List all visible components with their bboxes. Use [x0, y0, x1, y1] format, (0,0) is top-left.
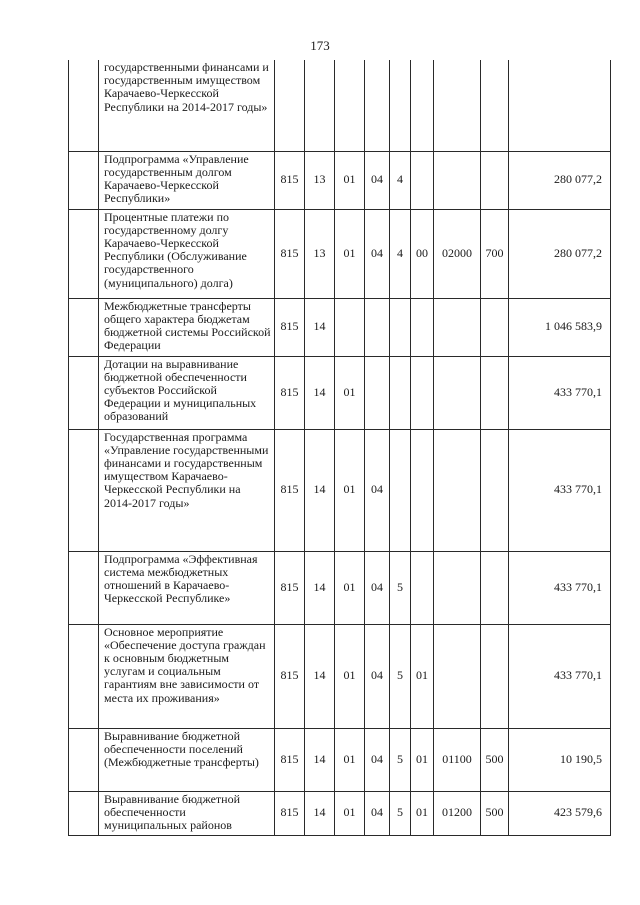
row-ved: 815 [275, 209, 305, 298]
row-rz: 13 [305, 209, 335, 298]
row-amount: 433 770,1 [509, 624, 611, 728]
row-margin-cell [69, 551, 99, 624]
table-row [69, 356, 611, 429]
row-margin-cell [69, 298, 99, 356]
row-name: Выравнивание бюджетной обеспеченности поселений (Межбюджетные трансферты) [99, 728, 275, 791]
row-name: Межбюджетные трансферты общего характера бюджетам бюджетной системы Российской Федерации [99, 298, 275, 356]
row-pr: 01 [335, 728, 365, 791]
row-cs-2: 5 [390, 791, 411, 835]
table-row [69, 298, 611, 356]
row-cs-4: 01200 [434, 791, 481, 835]
row-cs-4: 01100 [434, 728, 481, 791]
row-margin-cell [69, 209, 99, 298]
row-amount: 280 077,2 [509, 209, 611, 298]
row-amount: 433 770,1 [509, 356, 611, 429]
row-name: Основное мероприятие «Обеспечение доступа граждан к основным бюджетным услугам и социальным гарантиям вне зависимости от места их проживания» [99, 624, 275, 728]
row-cs-4 [434, 429, 481, 551]
row-ved: 815 [275, 356, 305, 429]
row-amount [509, 60, 611, 151]
row-rz [305, 60, 335, 151]
row-pr: 01 [335, 624, 365, 728]
row-vr: 500 [481, 728, 509, 791]
row-cs-1 [365, 298, 390, 356]
row-ved: 815 [275, 551, 305, 624]
row-pr: 01 [335, 429, 365, 551]
row-margin-cell [69, 151, 99, 209]
budget-table [68, 60, 611, 836]
row-pr: 01 [335, 791, 365, 835]
row-name: Подпрограмма «Эффективная система межбюджетных отношений в Карачаево-Черкесской Республике» [99, 551, 275, 624]
row-ved: 815 [275, 624, 305, 728]
row-name: государственными финансами и государственным имуществом Карачаево-Черкесской Республики на 2014-2017 годы» [99, 60, 275, 151]
row-margin-cell [69, 624, 99, 728]
row-pr: 01 [335, 551, 365, 624]
row-amount: 423 579,6 [509, 791, 611, 835]
row-cs-2: 5 [390, 728, 411, 791]
row-name: Выравнивание бюджетной обеспеченности муниципальных районов [99, 791, 275, 835]
row-cs-3 [411, 551, 434, 624]
table-row [69, 209, 611, 298]
row-cs-3: 00 [411, 209, 434, 298]
row-cs-3: 01 [411, 728, 434, 791]
row-cs-2 [390, 356, 411, 429]
row-rz: 14 [305, 551, 335, 624]
row-cs-4 [434, 298, 481, 356]
table-row [69, 60, 611, 151]
row-rz: 14 [305, 624, 335, 728]
row-cs-1: 04 [365, 551, 390, 624]
row-rz: 14 [305, 298, 335, 356]
row-cs-3 [411, 298, 434, 356]
row-cs-4: 02000 [434, 209, 481, 298]
row-amount: 10 190,5 [509, 728, 611, 791]
row-cs-1 [365, 60, 390, 151]
row-vr [481, 356, 509, 429]
row-pr [335, 298, 365, 356]
row-cs-4 [434, 624, 481, 728]
row-vr [481, 298, 509, 356]
row-margin-cell [69, 429, 99, 551]
row-margin-cell [69, 356, 99, 429]
table-row [69, 624, 611, 728]
table-row [69, 551, 611, 624]
row-vr: 700 [481, 209, 509, 298]
row-cs-4 [434, 551, 481, 624]
table-row [69, 151, 611, 209]
row-amount: 1 046 583,9 [509, 298, 611, 356]
row-rz: 13 [305, 151, 335, 209]
row-cs-3: 01 [411, 791, 434, 835]
row-rz: 14 [305, 429, 335, 551]
row-cs-1 [365, 356, 390, 429]
row-cs-1: 04 [365, 728, 390, 791]
row-vr [481, 624, 509, 728]
row-cs-1: 04 [365, 209, 390, 298]
row-cs-3 [411, 151, 434, 209]
row-cs-4 [434, 60, 481, 151]
row-amount: 433 770,1 [509, 551, 611, 624]
row-rz: 14 [305, 728, 335, 791]
row-vr: 500 [481, 791, 509, 835]
row-margin-cell [69, 728, 99, 791]
row-cs-3 [411, 429, 434, 551]
row-name: Дотации на выравнивание бюджетной обеспеченности субъектов Российской Федерации и муниципальных образований [99, 356, 275, 429]
row-cs-1: 04 [365, 151, 390, 209]
row-name: Государственная программа «Управление государственными финансами и государственным имуществом Карачаево-Черкесской Республики на 2014-2017 годы» [99, 429, 275, 551]
row-amount: 280 077,2 [509, 151, 611, 209]
row-cs-3 [411, 356, 434, 429]
row-pr [335, 60, 365, 151]
page-number: 173 [310, 38, 330, 53]
row-cs-3: 01 [411, 624, 434, 728]
row-cs-1: 04 [365, 791, 390, 835]
row-ved: 815 [275, 728, 305, 791]
row-cs-2 [390, 298, 411, 356]
row-pr: 01 [335, 151, 365, 209]
row-rz: 14 [305, 791, 335, 835]
row-cs-2 [390, 60, 411, 151]
row-cs-2: 5 [390, 551, 411, 624]
row-name: Процентные платежи по государственному долгу Карачаево-Черкесской Республики (Обслуживание государственного (муниципального) долга) [99, 209, 275, 298]
row-vr [481, 551, 509, 624]
row-ved: 815 [275, 791, 305, 835]
row-pr: 01 [335, 356, 365, 429]
row-cs-4 [434, 151, 481, 209]
row-ved: 815 [275, 429, 305, 551]
row-cs-2 [390, 429, 411, 551]
row-amount: 433 770,1 [509, 429, 611, 551]
row-cs-1: 04 [365, 429, 390, 551]
row-vr [481, 151, 509, 209]
row-vr [481, 429, 509, 551]
row-cs-4 [434, 356, 481, 429]
row-ved: 815 [275, 298, 305, 356]
table-row [69, 791, 611, 835]
row-cs-3 [411, 60, 434, 151]
row-cs-2: 4 [390, 151, 411, 209]
row-margin-cell [69, 791, 99, 835]
row-margin-cell [69, 60, 99, 151]
row-vr [481, 60, 509, 151]
row-pr: 01 [335, 209, 365, 298]
row-cs-1: 04 [365, 624, 390, 728]
row-ved [275, 60, 305, 151]
row-cs-2: 4 [390, 209, 411, 298]
row-rz: 14 [305, 356, 335, 429]
table-row [69, 429, 611, 551]
row-ved: 815 [275, 151, 305, 209]
table-row [69, 728, 611, 791]
row-cs-2: 5 [390, 624, 411, 728]
row-name: Подпрограмма «Управление государственным долгом Карачаево-Черкесской Республики» [99, 151, 275, 209]
